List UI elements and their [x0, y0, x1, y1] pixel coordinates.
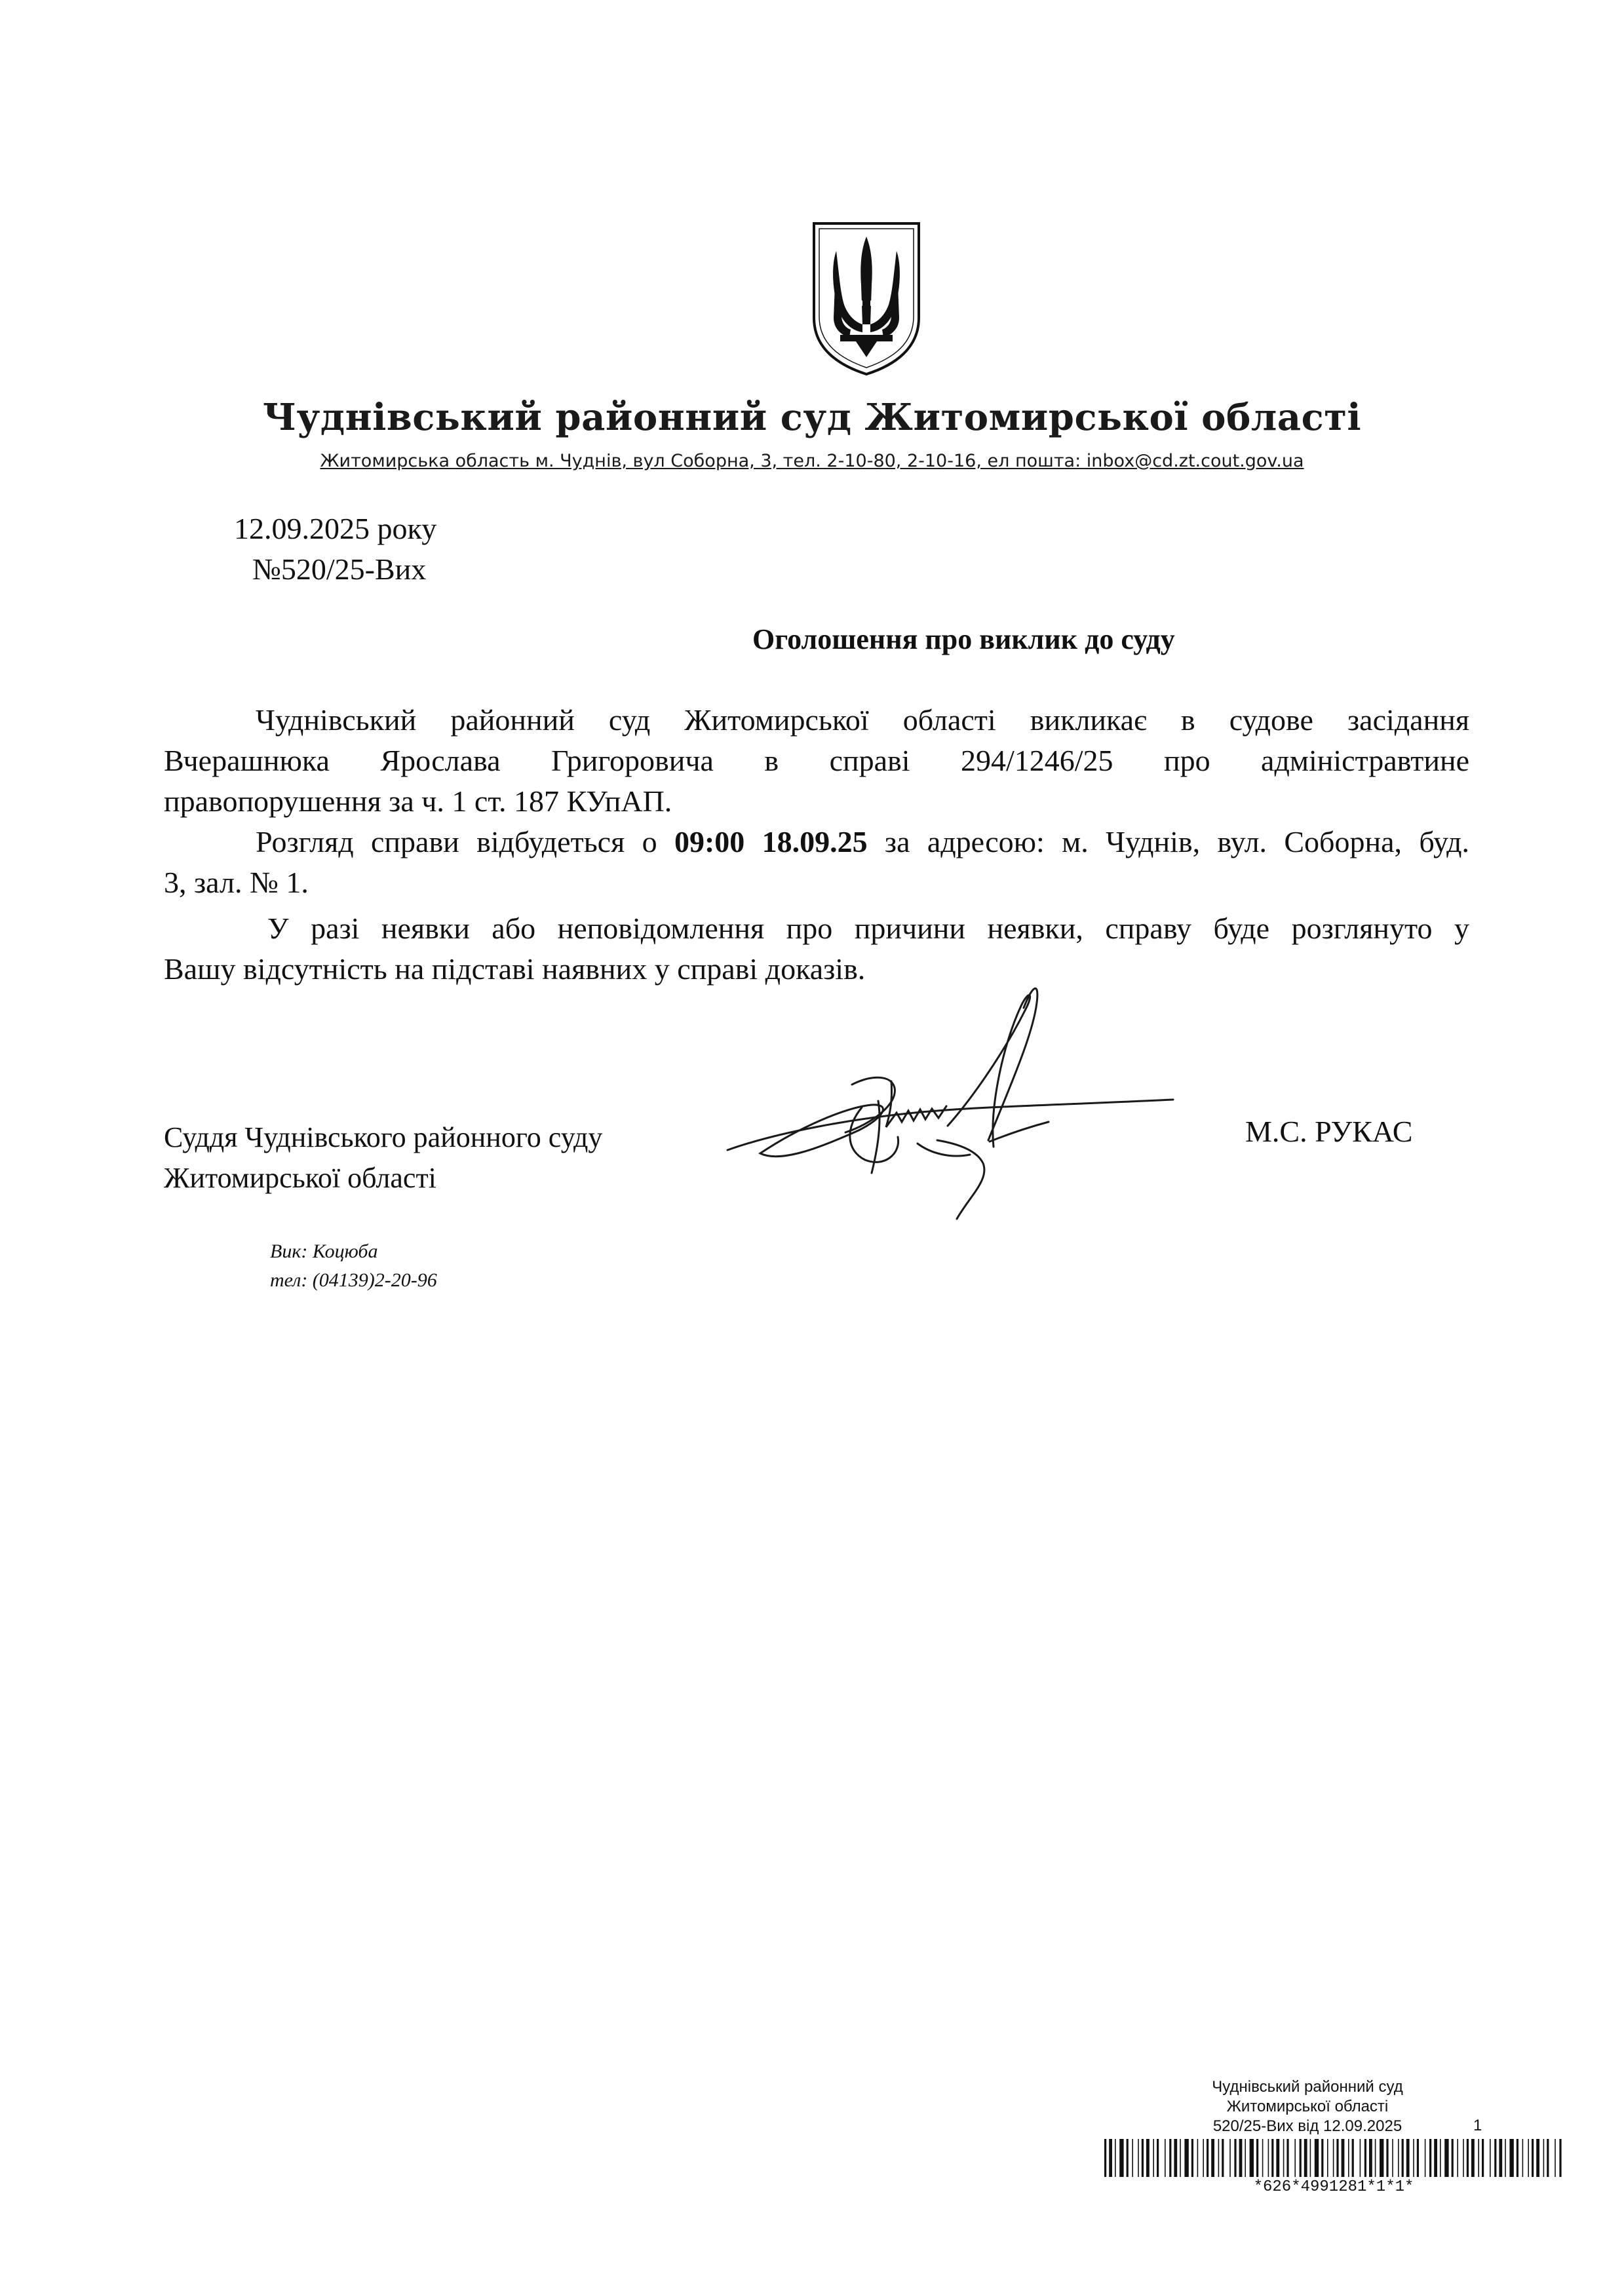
barcode-bar: [1467, 2139, 1469, 2177]
executor-block: [270, 1237, 437, 1295]
barcode-bar: [1463, 2139, 1464, 2177]
barcode-bar: [1559, 2139, 1561, 2177]
executor-phone: тел: (04139)2-20-96: [270, 1269, 437, 1291]
barcode-bar: [1536, 2139, 1539, 2177]
document-date: 12.09.2025 року: [234, 512, 437, 545]
barcode-bar: [1342, 2139, 1345, 2177]
barcode-bar: [1444, 2139, 1448, 2177]
barcode-bar: [1234, 2139, 1236, 2177]
barcode-bar: [1522, 2139, 1524, 2177]
hearing-text-pre: Розгляд справи відбудеться о: [256, 825, 674, 858]
paragraph-line: У разі неявки або неповідомлення про причини неявки, справу буде розглянуто у: [267, 912, 1469, 945]
barcode-bar: [1153, 2139, 1154, 2177]
notice-paragraph-1: [164, 700, 1469, 822]
barcode-bar: [1276, 2139, 1279, 2177]
barcode: [1104, 2139, 1563, 2177]
barcode-bar: [1348, 2139, 1349, 2177]
barcode-bar: [1369, 2139, 1372, 2177]
stamp-line-3: 520/25-Вих від 12.09.2025: [1212, 2117, 1402, 2135]
barcode-bar: [1165, 2139, 1166, 2177]
barcode-bar: [1207, 2139, 1208, 2177]
barcode-bar: [1239, 2139, 1243, 2177]
stamp-line-2: Житомирської області: [1226, 2098, 1389, 2115]
barcode-bar: [1505, 2139, 1506, 2177]
court-address-line: Житомирська область м. Чуднів, вул Соборна, 3, тел. 2-10-80, 2-10-16, ел пошта: inbox@cd.zt.cout.gov.ua: [320, 451, 1304, 471]
barcode-bar: [1184, 2139, 1188, 2177]
notice-paragraph-2: [164, 822, 1469, 903]
barcode-bar: [1380, 2139, 1383, 2177]
document-number: №520/25-Вих: [252, 552, 427, 586]
barcode-bar: [1310, 2139, 1311, 2177]
barcode-bar: [1517, 2139, 1518, 2177]
executor-name: Вик: Коцюба: [270, 1241, 378, 1262]
barcode-bar: [1142, 2139, 1144, 2177]
paragraph-line: 3, зал. № 1.: [164, 866, 309, 899]
barcode-bar: [1180, 2139, 1181, 2177]
barcode-bar: [1327, 2139, 1328, 2177]
barcode-bar: [1494, 2139, 1496, 2177]
barcode-bar: [1218, 2139, 1220, 2177]
hearing-text-post: за адресою: м. Чуднів, вул. Соборна, буд.: [867, 825, 1469, 858]
barcode-bar: [1211, 2139, 1214, 2177]
paragraph-line: Чуднівський районний суд Житомирської області викликає в судове засідання: [256, 703, 1469, 737]
stamp-line-1: Чуднівський районний суд: [1212, 2078, 1403, 2096]
barcode-bar: [1222, 2139, 1224, 2177]
barcode-bar: [1256, 2139, 1258, 2177]
barcode-bar: [1360, 2139, 1361, 2177]
barcode-bar: [1174, 2139, 1177, 2177]
barcode-bar: [1490, 2139, 1491, 2177]
barcode-bar: [1197, 2139, 1199, 2177]
paragraph-line: [164, 822, 1469, 862]
barcode-bar: [1509, 2139, 1513, 2177]
barcode-bar: [1283, 2139, 1285, 2177]
stamp-page-number: 1: [1473, 2117, 1482, 2134]
barcode-bar: [1127, 2139, 1129, 2177]
barcode-bar: [1429, 2139, 1431, 2177]
hearing-datetime: 09:00 18.09.25: [674, 825, 868, 858]
barcode-bar: [1478, 2139, 1479, 2177]
barcode-bar: [1245, 2139, 1246, 2177]
paragraph-line: правопорушення за ч. 1 ст. 187 КУпАП.: [164, 784, 672, 818]
barcode-bar: [1119, 2139, 1123, 2177]
barcode-bar: [1547, 2139, 1549, 2177]
paragraph-line: Вашу відсутність на підставі наявних у справі доказів.: [164, 952, 866, 986]
barcode-bar: [1132, 2139, 1133, 2177]
judge-title-line-1: Суддя Чуднівського районного суду: [164, 1121, 603, 1153]
barcode-bar: [1406, 2139, 1410, 2177]
barcode-bar: [1138, 2139, 1139, 2177]
handwritten-signature: [721, 976, 1180, 1225]
barcode-bar: [1115, 2139, 1116, 2177]
barcode-bar: [1315, 2139, 1319, 2177]
coat-of-arms-emblem: [810, 220, 923, 377]
paragraph-line: Вчерашнюка Ярослава Григоровича в справі 294/1246/25 про адміністравтине: [164, 744, 1469, 777]
barcode-bar: [1398, 2139, 1399, 2177]
barcode-bar: [1555, 2139, 1556, 2177]
barcode-bar: [1452, 2139, 1454, 2177]
barcode-bar: [1333, 2139, 1334, 2177]
barcode-bar: [1417, 2139, 1419, 2177]
barcode-bar: [1109, 2139, 1112, 2177]
barcode-bar: [1271, 2139, 1273, 2177]
barcode-bar: [1169, 2139, 1171, 2177]
barcode-bar: [1336, 2139, 1338, 2177]
barcode-bar: [1104, 2139, 1106, 2177]
barcode-bar: [1532, 2139, 1534, 2177]
judge-title: [164, 1117, 602, 1199]
barcode-bar: [1321, 2139, 1323, 2177]
barcode-bar: [1471, 2139, 1475, 2177]
barcode-bar: [1294, 2139, 1296, 2177]
barcode-bar: [1157, 2139, 1159, 2177]
registration-stamp: [1153, 2077, 1461, 2136]
barcode-bar: [1352, 2139, 1354, 2177]
barcode-bar: [1528, 2139, 1529, 2177]
barcode-bar: [1413, 2139, 1414, 2177]
barcode-bar: [1364, 2139, 1366, 2177]
notice-title: Оголошення про виклик до суду: [752, 623, 1175, 655]
barcode-bar: [1375, 2139, 1376, 2177]
barcode-bar: [1268, 2139, 1269, 2177]
barcode-bar: [1229, 2139, 1231, 2177]
barcode-bar: [1402, 2139, 1404, 2177]
barcode-bar: [1250, 2139, 1254, 2177]
barcode-bar: [1191, 2139, 1193, 2177]
judge-title-line-2: Житомирської області: [164, 1162, 436, 1194]
barcode-bar: [1262, 2139, 1264, 2177]
barcode-bar: [1392, 2139, 1393, 2177]
barcode-bar: [1146, 2139, 1150, 2177]
barcode-bar: [1434, 2139, 1437, 2177]
barcode-bar: [1482, 2139, 1484, 2177]
barcode-bar: [1457, 2139, 1458, 2177]
court-name-heading: Чуднівський районний суд Житомирської області: [262, 396, 1362, 439]
barcode-bar: [1386, 2139, 1388, 2177]
barcode-bar: [1425, 2139, 1426, 2177]
barcode-bar: [1304, 2139, 1307, 2177]
judge-name: М.С. РУКАС: [1245, 1115, 1413, 1148]
barcode-bar: [1440, 2139, 1441, 2177]
barcode-text: *626*4991281*1*1*: [1253, 2178, 1414, 2196]
barcode-bar: [1499, 2139, 1502, 2177]
barcode-bar: [1203, 2139, 1204, 2177]
barcode-bar: [1286, 2139, 1288, 2177]
barcode-bar: [1300, 2139, 1302, 2177]
barcode-bar: [1543, 2139, 1545, 2177]
